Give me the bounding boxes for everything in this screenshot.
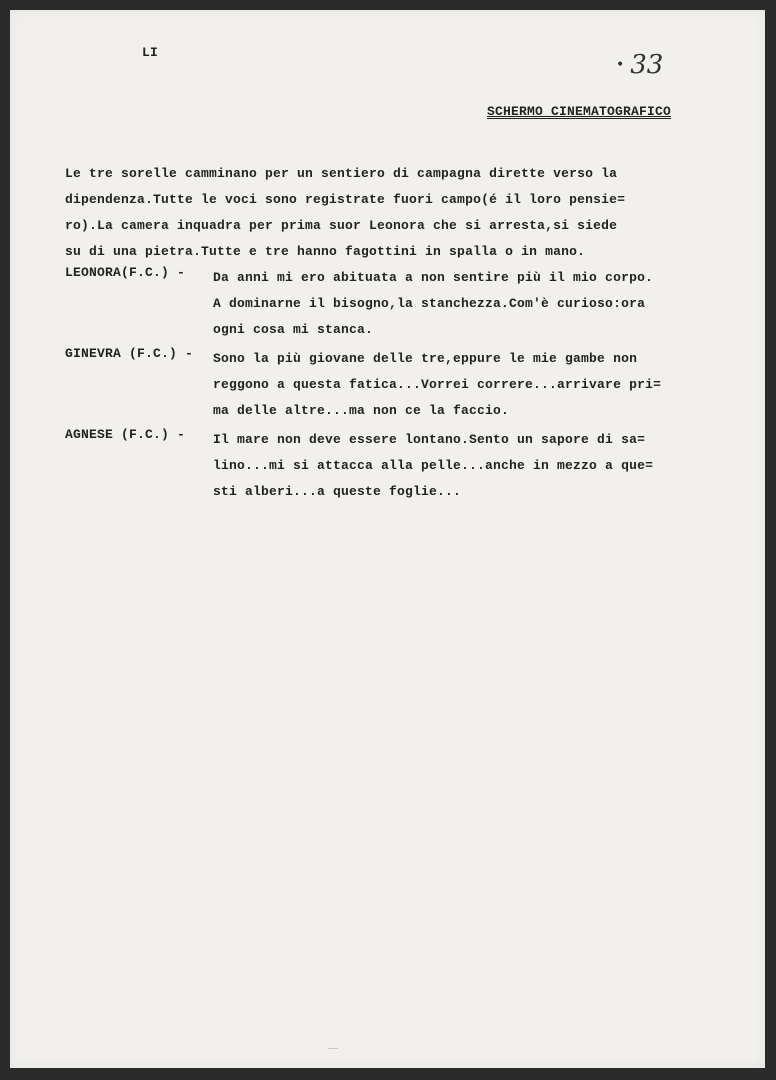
dialogue-line: Il mare non deve essere lontano.Sento un sapore di sa= — [213, 432, 646, 447]
speaker-name: GINEVRA (F.C.) - — [65, 346, 194, 361]
speaker-name: AGNESE (F.C.) - — [65, 427, 186, 442]
dialogue-line: Da anni mi ero abituata a non sentire più il mio corpo. — [213, 270, 654, 285]
description-line: Le tre sorelle camminano per un sentiero di campagna dirette verso la — [65, 166, 618, 181]
dialogue-line: ma delle altre...ma non ce la faccio. — [213, 403, 510, 418]
page-code: LI — [142, 45, 159, 60]
description-line: ro).La camera inquadra per prima suor Leonora che si arresta,si siede — [65, 218, 618, 233]
page-number-value: 33 — [630, 50, 664, 80]
scene-description — [65, 161, 735, 265]
dialogue-line: ogni cosa mi stanca. — [213, 322, 374, 337]
dialogue-line: Sono la più giovane delle tre,eppure le mie gambe non — [213, 351, 638, 366]
page-number-mark: • — [616, 57, 625, 73]
dialogue-lines — [213, 346, 661, 424]
document-page — [10, 10, 765, 1068]
dialogue-line: lino...mi si attacca alla pelle...anche in mezzo a que= — [213, 458, 654, 473]
section-title: SCHERMO CINEMATOGRAFICO — [487, 104, 672, 119]
dialogue-line: reggono a questa fatica...Vorrei correre...arrivare pri= — [213, 377, 662, 392]
description-line: dipendenza.Tutte le voci sono registrate fuori campo(é il loro pensie= — [65, 192, 626, 207]
dialogue-line: A dominarne il bisogno,la stanchezza.Com'è curioso:ora — [213, 296, 646, 311]
dialogue-line: sti alberi...a queste foglie... — [213, 484, 462, 499]
dialogue-lines — [213, 427, 653, 505]
page-number — [616, 50, 663, 80]
dialogue-lines — [213, 265, 653, 343]
speaker-name: LEONORA(F.C.) - — [65, 265, 186, 280]
description-line: su di una pietra.Tutte e tre hanno fagottini in spalla o in mano. — [65, 244, 586, 259]
paper-mark — [328, 1048, 338, 1049]
